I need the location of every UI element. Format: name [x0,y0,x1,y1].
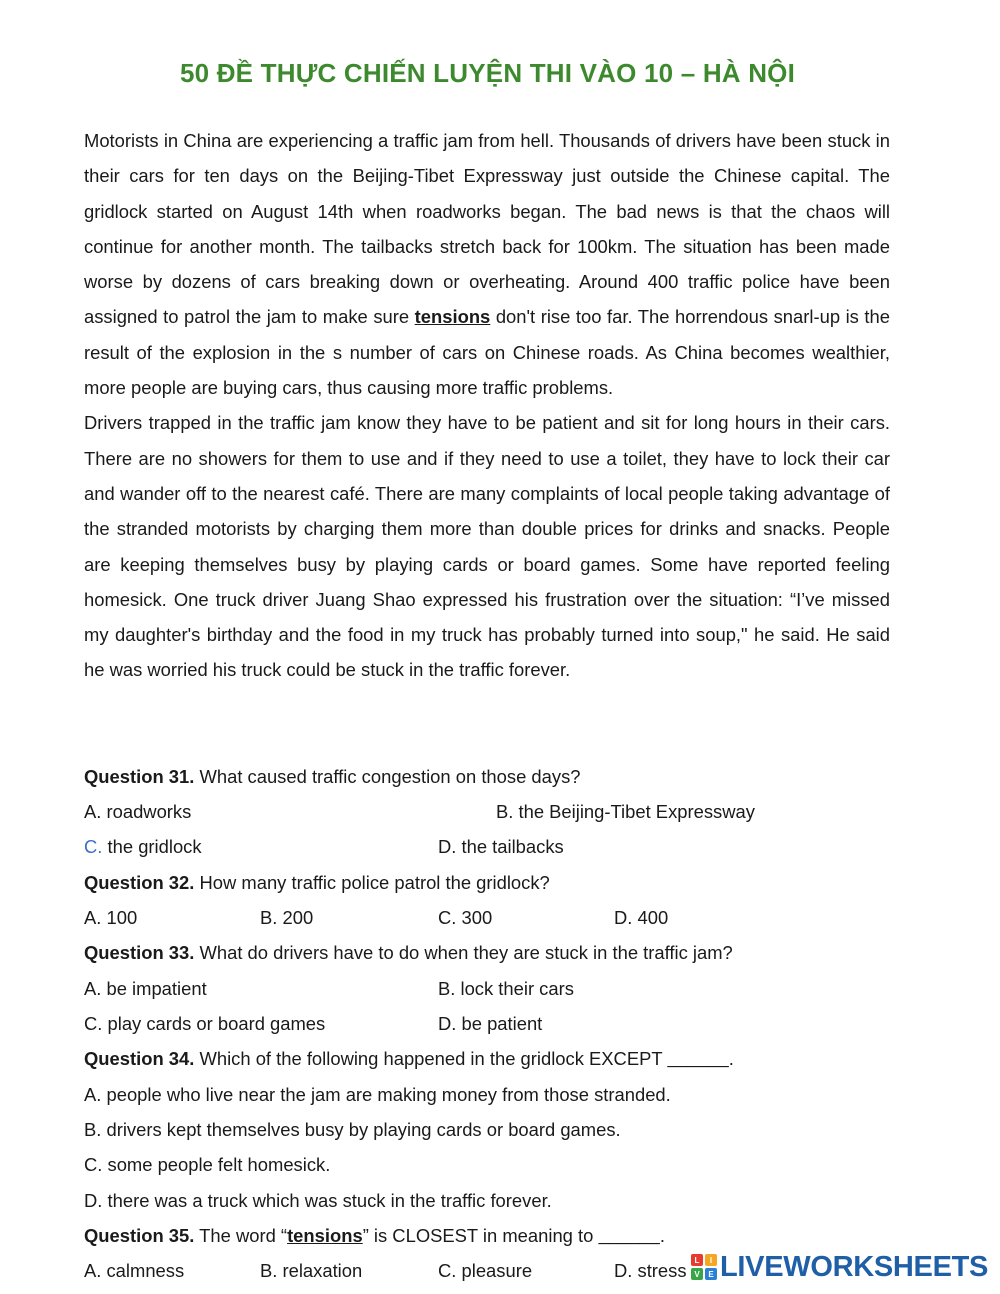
answer-blank: ______ [667,1048,729,1069]
option-a[interactable]: A. be impatient [84,978,207,999]
page-title: 50 ĐỀ THỰC CHIẾN LUYỆN THI VÀO 10 – HÀ NỘI [179,58,796,88]
question-32 [84,869,550,897]
logo-tile-e: E [705,1268,717,1280]
logo-tile-i: I [705,1254,717,1266]
liveworksheets-logo[interactable] [691,1250,988,1284]
option-b[interactable]: B. lock their cars [438,978,574,999]
question-text-after: ” is CLOSEST in meaning to [362,1225,594,1246]
keyword-tensions: tensions [287,1225,363,1246]
option-c[interactable] [84,833,202,861]
question-33 [84,939,733,967]
keyword-tensions: tensions [414,306,491,328]
question-end: . [659,1225,665,1246]
question-34-option-a [84,1081,671,1109]
question-text: How many traffic police patrol the gridlock? [199,872,550,893]
option-d[interactable]: D. stress [614,1260,687,1281]
passage-text: Motorists in China are experiencing a traffic jam from hell. Thousands of drivers have been stuck in their cars for ten days on the Beijing-Tibet Expressway just outside the Chinese capital. The gridlock started on August 14th when roadworks began. The bad news is that the chaos will continue for another month. The tailbacks stretch back for 100km. The situation has been made worse by dozens of cars breaking down or overheating. Around 400 traffic police have been assigned to patrol the jam to make sure [84,130,890,328]
liveworksheets-wordmark: LIVEWORKSHEETS [720,1250,989,1283]
question-35 [84,1222,665,1250]
question-34 [84,1045,734,1073]
option-a[interactable]: A. roadworks [84,801,192,822]
option-c[interactable]: C. 300 [438,907,493,928]
option-d[interactable]: D. be patient [438,1013,543,1034]
answer-blank: ______ [598,1225,660,1246]
option-a[interactable]: A. calmness [84,1260,185,1281]
option-c[interactable]: C. play cards or board games [84,1013,326,1034]
question-label: Question 32. [84,872,195,893]
option-a[interactable]: A. people who live near the jam are making money from those stranded. [84,1084,671,1105]
option-b[interactable]: B. drivers kept themselves busy by playing cards or board games. [84,1119,621,1140]
option-b[interactable]: B. relaxation [260,1260,363,1281]
option-d[interactable]: D. the tailbacks [438,836,564,857]
question-34-option-d [84,1187,552,1215]
option-b[interactable]: B. 200 [260,907,314,928]
option-a[interactable]: A. 100 [84,907,138,928]
passage-paragraph-2: Drivers trapped in the traffic jam know they have to be patient and sit for long hours in their cars. There are no showers for them to use and if they need to use a toilet, they have to lock their car and wander off to the nearest café. There are many complaints of local people taking advantage of the stranded motorists by charging them more than double prices for drinks and snacks. People are keeping themselves busy by playing cards or board games. Some have reported feeling homesick. One truck driver Juang Shao expressed his frustration over the situation: “I’ve missed my daughter's birthday and the food in my truck has probably turned into soup," he said. He said he was worried his truck could be stuck in the traffic forever. [84,412,890,681]
question-label: Question 33. [84,942,195,963]
option-c-letter: C. [84,836,103,857]
question-31 [84,763,581,791]
option-c[interactable]: C. pleasure [438,1260,533,1281]
logo-tile-v: V [691,1268,703,1280]
question-34-option-c [84,1151,330,1179]
passage-text: don't rise too far. The horrendous snarl-up is the result of the explosion in the s number of cars on Chinese roads. As China becomes wealthier, more people are buying cars, thus causing more traffic problems. [84,306,890,399]
option-c-text: the gridlock [107,836,202,857]
option-c[interactable]: C. some people felt homesick. [84,1154,331,1175]
option-b[interactable]: B. the Beijing-Tibet Expressway [496,801,755,822]
question-label: Question 35. [84,1225,195,1246]
option-d[interactable]: D. there was a truck which was stuck in the traffic forever. [84,1190,552,1211]
question-text: What do drivers have to do when they are stuck in the traffic jam? [199,942,733,963]
question-end: . [728,1048,734,1069]
question-label: Question 31. [84,766,195,787]
question-label: Question 34. [84,1048,195,1069]
option-d[interactable]: D. 400 [614,907,669,928]
liveworksheets-grid-icon [691,1254,717,1280]
question-34-option-b [84,1116,621,1144]
question-text: What caused traffic congestion on those days? [199,766,581,787]
passage-paragraph-1 [84,123,890,405]
question-text: Which of the following happened in the gridlock EXCEPT [199,1048,663,1069]
question-text-before: The word “ [199,1225,288,1246]
logo-tile-l: L [691,1254,703,1266]
reading-passage [84,123,890,688]
